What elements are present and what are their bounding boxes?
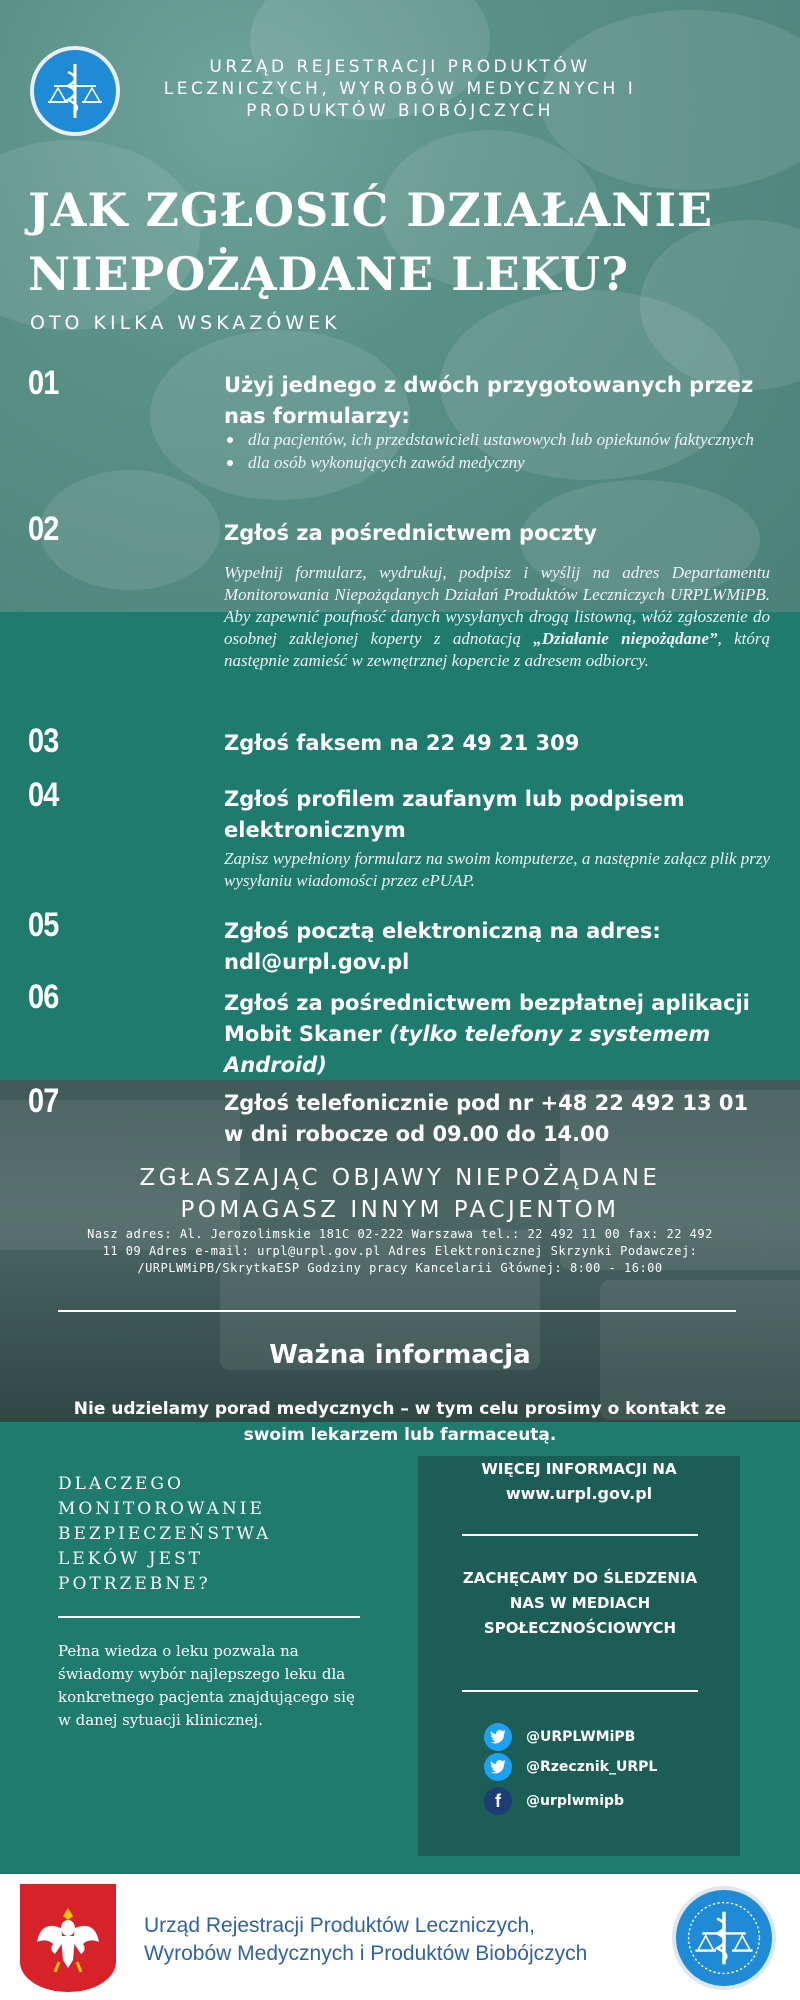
divider bbox=[58, 1310, 736, 1312]
step-title: Zgłoś pocztą elektroniczną na adres: ndl@urpl.gov.pl bbox=[224, 919, 661, 974]
why-text: Pełna wiedza o leku pozwala na świadomy wybór najlepszego leku dla konkretnego pacjenta znajdującego się w danej sytuacji klinicznej. bbox=[58, 1642, 355, 1729]
step-number: 04 bbox=[28, 776, 59, 814]
polish-eagle-emblem bbox=[20, 1884, 116, 1992]
more-info-label: WIĘCEJ INFORMACJI NA bbox=[481, 1460, 677, 1478]
step-title: Zgłoś profilem zaufanym lub podpisem elektronicznym bbox=[224, 787, 685, 842]
divider bbox=[462, 1534, 698, 1536]
divider bbox=[58, 1616, 360, 1618]
step-number: 02 bbox=[28, 510, 59, 548]
step-description: Wypełnij formularz, wydrukuj, podpisz i wyślij na adres Departamentu Monitorowania Niepożądanych Działań Produktów Leczniczych URPLWMiPB. Aby zapewnić poufność danych wysyłanych drogą listowną, włóż zgłoszenie do osobnej zaklejonej koperty z adnotacją „Działanie niepożądane”, którą następnie zamieść w zewnętrznej kopercie z adresem odbiorcy. bbox=[224, 563, 771, 670]
step-title: Zgłoś za pośrednictwem poczty bbox=[224, 521, 597, 545]
footer-org-name: Urząd Rejestracji Produktów Leczniczych, Wyrobów Medycznych i Produktów Biobójczych bbox=[144, 1914, 588, 1965]
form-list bbox=[224, 428, 764, 474]
social-handle: @URPLWMiPB bbox=[526, 1729, 636, 1745]
follow-text: ZACHĘCAMY DO ŚLEDZENIA NAS W MEDIACH SPOŁECZNOŚCIOWYCH bbox=[462, 1569, 698, 1637]
step-number: 07 bbox=[28, 1082, 59, 1120]
step-description: Zapisz wypełniony formularz na swoim komputerze, a następnie załącz plik przy wysyłaniu wiadomości przez ePUAP. bbox=[224, 849, 770, 890]
important-heading: Ważna informacja bbox=[269, 1340, 531, 1370]
step-number: 01 bbox=[28, 364, 59, 402]
step-title: Zgłoś telefonicznie pod nr +48 22 492 13 01 w dni robocze od 09.00 do 14.00 bbox=[224, 1091, 749, 1146]
social-twitter-rzecznik[interactable] bbox=[484, 1752, 657, 1782]
social-facebook[interactable] bbox=[484, 1786, 624, 1816]
urpl-seal bbox=[672, 1886, 776, 1990]
page-title: JAK ZGŁOSIĆ DZIAŁANIE NIEPOŻĄDANE LEKU? bbox=[28, 183, 714, 301]
social-handle: @urplwmipb bbox=[526, 1793, 625, 1809]
why-heading: DLACZEGO MONITOROWANIE BEZPIECZEŃSTWA LEKÓW JEST POTRZEBNE? bbox=[58, 1474, 272, 1594]
org-header: URZĄD REJESTRACJI PRODUKTÓW LECZNICZYCH, WYROBÓW MEDYCZNYCH I PRODUKTÓW BIOBÓJCZYCH bbox=[163, 57, 637, 121]
page-subtitle: OTO KILKA WSKAZÓWEK bbox=[30, 312, 341, 334]
website-link[interactable]: www.urpl.gov.pl bbox=[505, 1484, 653, 1503]
slogan: ZGŁASZAJĄC OBJAWY NIEPOŻĄDANE POMAGASZ INNYM PACJENTOM bbox=[139, 1165, 661, 1223]
step-number: 06 bbox=[28, 978, 59, 1016]
social-twitter-urpl[interactable] bbox=[484, 1722, 635, 1752]
social-handle: @Rzecznik_URPL bbox=[526, 1759, 658, 1775]
list-item: dla pacjentów, ich przedstawicieli ustawowych lub opiekunów faktycznych bbox=[224, 428, 764, 451]
urpl-logo bbox=[30, 46, 120, 136]
step-title: Zgłoś za pośrednictwem bezpłatnej aplikacji Mobit Skaner (tylko telefony z systemem Android) bbox=[224, 991, 750, 1077]
twitter-icon bbox=[484, 1753, 512, 1781]
step-title: Użyj jednego z dwóch przygotowanych przez nas formularzy: bbox=[224, 373, 754, 428]
list-item: dla osób wykonujących zawód medyczny bbox=[224, 451, 764, 474]
twitter-icon bbox=[484, 1723, 512, 1751]
divider bbox=[462, 1690, 698, 1692]
step-title: Zgłoś faksem na 22 49 21 309 bbox=[224, 731, 580, 755]
step-number: 05 bbox=[28, 906, 59, 944]
step-number: 03 bbox=[28, 722, 59, 760]
important-text: Nie udzielamy porad medycznych – w tym celu prosimy o kontakt ze swoim lekarzem lub farmaceutą. bbox=[73, 1399, 727, 1445]
facebook-icon: f bbox=[484, 1787, 512, 1815]
contact-address: Nasz adres: Al. Jerozolimskie 181C 02-222 Warszawa tel.: 22 492 11 00 fax: 22 492 11 09 Adres e-mail: urpl@urpl.gov.pl Adres Elektronicznej Skrzynki Podawczej: /URPLWMiPB/SkrytkaESP Godziny pracy Kancelarii Głównej: 8:00 - 16:00 bbox=[87, 1227, 713, 1275]
